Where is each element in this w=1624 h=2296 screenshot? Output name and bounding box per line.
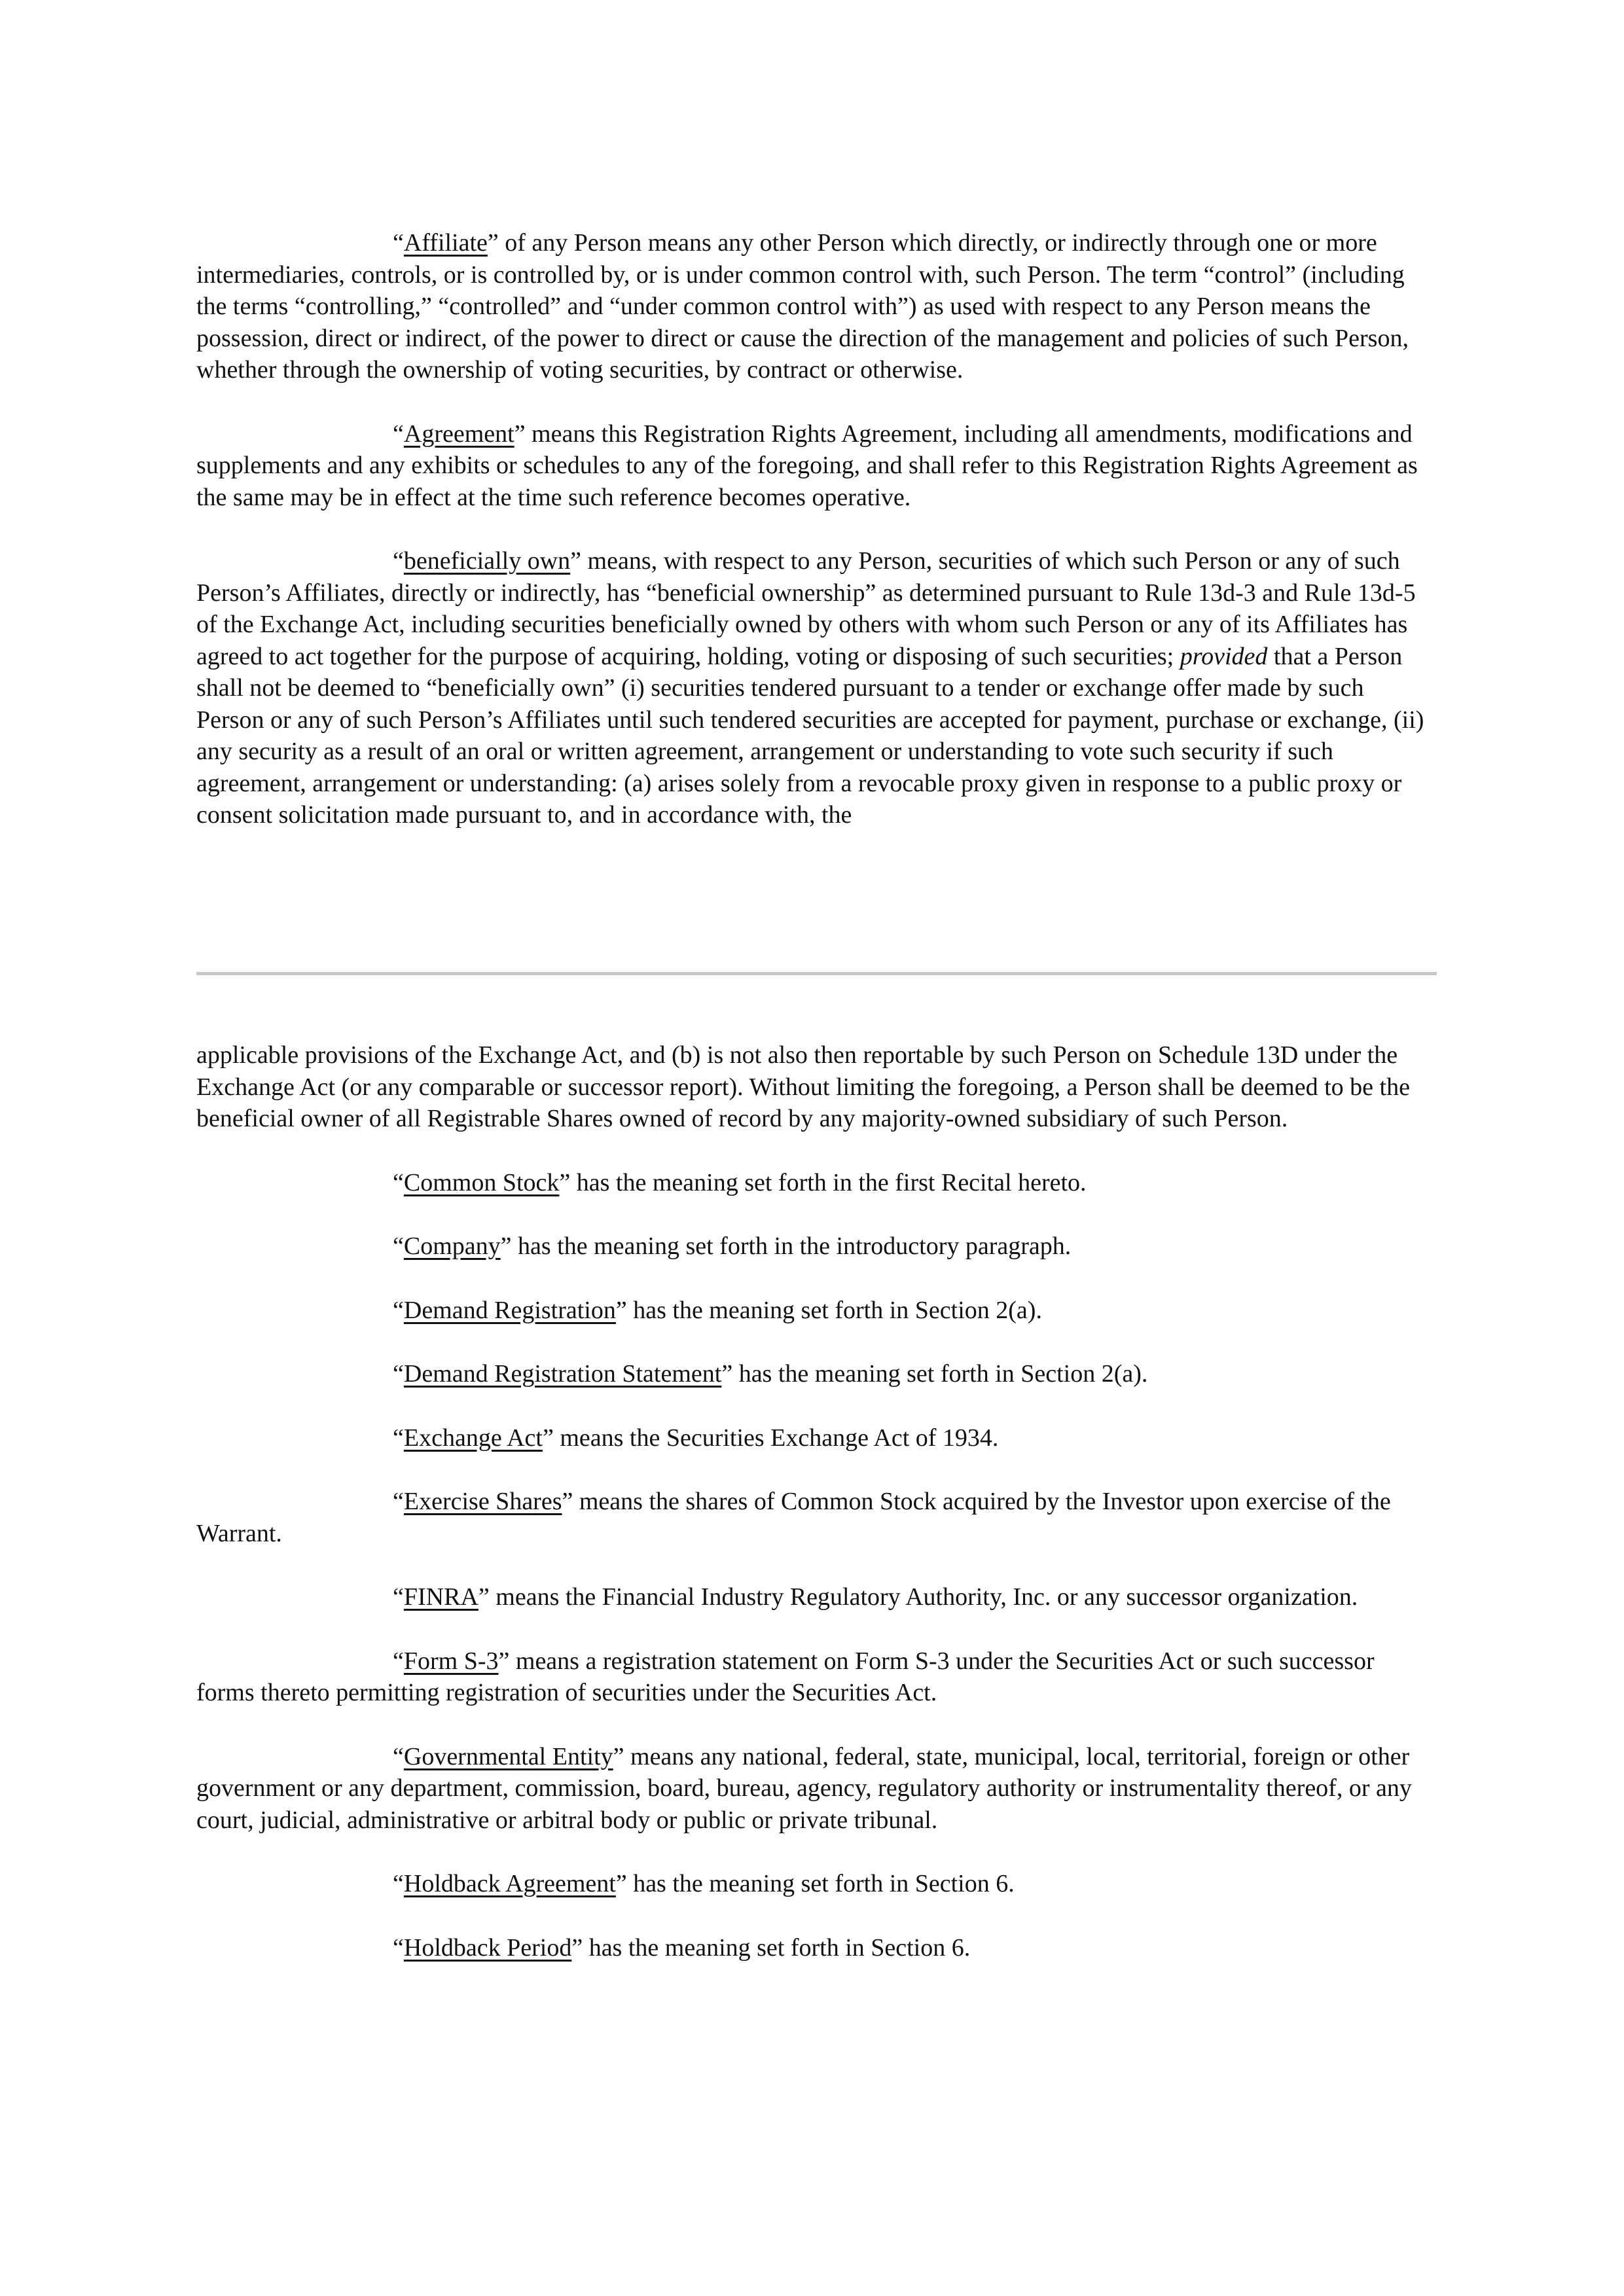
- open-quote: “: [393, 1168, 404, 1196]
- open-quote: “: [393, 547, 404, 575]
- defined-term: Exercise Shares: [403, 1488, 562, 1515]
- defined-term: Holdback Period: [403, 1933, 572, 1962]
- definition-agreement: [196, 418, 1437, 514]
- definition-item: [196, 1741, 1437, 1837]
- definition-text: ” means any national, federal, state, municipal, local, territorial, foreign or other government or any department, commission, board, bureau, agency, regulatory authority or instrumentality thereof, or any court, judicial, administrative or arbitral body or public or private tribunal.: [196, 1742, 1412, 1834]
- definition-item: [196, 1422, 1437, 1454]
- open-quote: “: [393, 229, 404, 257]
- defined-term: Governmental Entity: [403, 1742, 613, 1770]
- defined-term: Demand Registration Statement: [403, 1360, 722, 1388]
- definition-text: ” has the meaning set forth in Section 6.: [571, 1933, 971, 1962]
- definition-item: [196, 1167, 1437, 1199]
- open-quote: “: [393, 1424, 404, 1452]
- defined-term: Affiliate: [403, 229, 488, 257]
- definition-text: ” has the meaning set forth in Section 6.: [615, 1870, 1015, 1897]
- page-2-content: [196, 1039, 1437, 1996]
- definition-text: ” means this Registration Rights Agreement, including all amendments, modifications and supplements and any exhibits or schedules to any of the foregoing, and shall refer to this Registration Rights Agreement as the same may be in effect at the time such reference becomes operative.: [196, 420, 1418, 511]
- definition-item: [196, 1932, 1437, 1964]
- open-quote: “: [393, 1488, 404, 1515]
- definition-text: ” has the meaning set forth in Section 2(a).: [721, 1360, 1148, 1388]
- definition-text: ” means the shares of Common Stock acquired by the Investor upon exercise of the Warrant.: [196, 1488, 1391, 1547]
- open-quote: “: [393, 1232, 404, 1260]
- definition-text-continued: that a Person shall not be deemed to “beneficially own” (i) securities tendered pursuant to a tender or exchange offer made by such Person or any of such Person’s Affiliates until such tendered securities are accepted for payment, purchase or exchange, (ii) any security as a result of an oral or written agreement, arrangement or understanding to vote such security if such agreement, arrangement or understanding: (a) arises solely from a revocable proxy given in response to a public proxy or consent solicitation made pursuant to, and in accordance with, the: [196, 642, 1424, 829]
- defined-term: Company: [403, 1232, 501, 1260]
- definition-text: ” means the Securities Exchange Act of 1934.: [542, 1424, 999, 1452]
- defined-term: Common Stock: [403, 1168, 560, 1196]
- definition-item: [196, 1486, 1437, 1549]
- emphasis-text: provided: [1180, 642, 1268, 670]
- definition-list: [196, 1167, 1437, 1964]
- open-quote: “: [393, 1647, 404, 1675]
- definition-text: ” means, with respect to any Person, securities of which such Person or any of such Person’s Affiliates, directly or indirectly, has “beneficial ownership” as determined pursuant to Rule 13d-3 and Rule 13d-5 of the Exchange Act, including securities beneficially owned by others with whom such Person or any of its Affiliates has agreed to act together for the purpose of acquiring, holding, voting or disposing of such securities;: [196, 547, 1416, 670]
- definition-item: [196, 1295, 1437, 1327]
- open-quote: “: [393, 1870, 404, 1897]
- defined-term: beneficially own: [403, 547, 571, 575]
- open-quote: “: [393, 1583, 404, 1611]
- open-quote: “: [393, 1360, 404, 1388]
- definition-text: ” means the Financial Industry Regulatory Authority, Inc. or any successor organization.: [478, 1583, 1358, 1611]
- definition-text: ” has the meaning set forth in Section 2(a).: [615, 1296, 1042, 1324]
- definition-affiliate: [196, 227, 1437, 386]
- definition-item: [196, 1645, 1437, 1709]
- definition-text: ” means a registration statement on Form S-3 under the Securities Act or such successor forms thereto permitting registration of securities under the Securities Act.: [196, 1647, 1375, 1706]
- defined-term: Demand Registration: [403, 1296, 616, 1324]
- continuation-paragraph: applicable provisions of the Exchange Act, and (b) is not also then reportable by such Person on Schedule 13D under the Exchange Act (or any comparable or successor report). Without limiting the foregoing, a Person shall be deemed to be the beneficial owner of all Registrable Shares owned of record by any majority-owned subsidiary of such Person.: [196, 1041, 1410, 1132]
- defined-term: Holdback Agreement: [403, 1870, 616, 1897]
- page-1-content: [196, 227, 1437, 863]
- definition-item: [196, 1358, 1437, 1390]
- open-quote: “: [393, 1742, 404, 1770]
- definition-text: ” has the meaning set forth in the introductory paragraph.: [500, 1232, 1072, 1260]
- page-break-divider: [196, 972, 1437, 975]
- definition-beneficially-own: [196, 545, 1437, 831]
- defined-term: Exchange Act: [403, 1424, 543, 1452]
- definition-text: ” has the meaning set forth in the first Recital hereto.: [559, 1168, 1087, 1196]
- open-quote: “: [393, 1933, 404, 1962]
- definition-text: ” of any Person means any other Person which directly, or indirectly through one or more intermediaries, controls, or is controlled by, or is under common control with, such Person. The term “control” (including the terms “controlling,” “controlled” and “under common control with”) as used with respect to any Person means the possession, direct or indirect, of the power to direct or cause the direction of the management and policies of such Person, whether through the ownership of voting securities, by contract or otherwise.: [196, 229, 1409, 384]
- definition-item: [196, 1868, 1437, 1900]
- open-quote: “: [393, 420, 404, 448]
- defined-term: Agreement: [403, 420, 514, 448]
- definition-item: [196, 1581, 1437, 1613]
- definition-item: [196, 1230, 1437, 1263]
- open-quote: “: [393, 1296, 404, 1324]
- defined-term: FINRA: [403, 1583, 478, 1611]
- defined-term: Form S-3: [403, 1647, 499, 1675]
